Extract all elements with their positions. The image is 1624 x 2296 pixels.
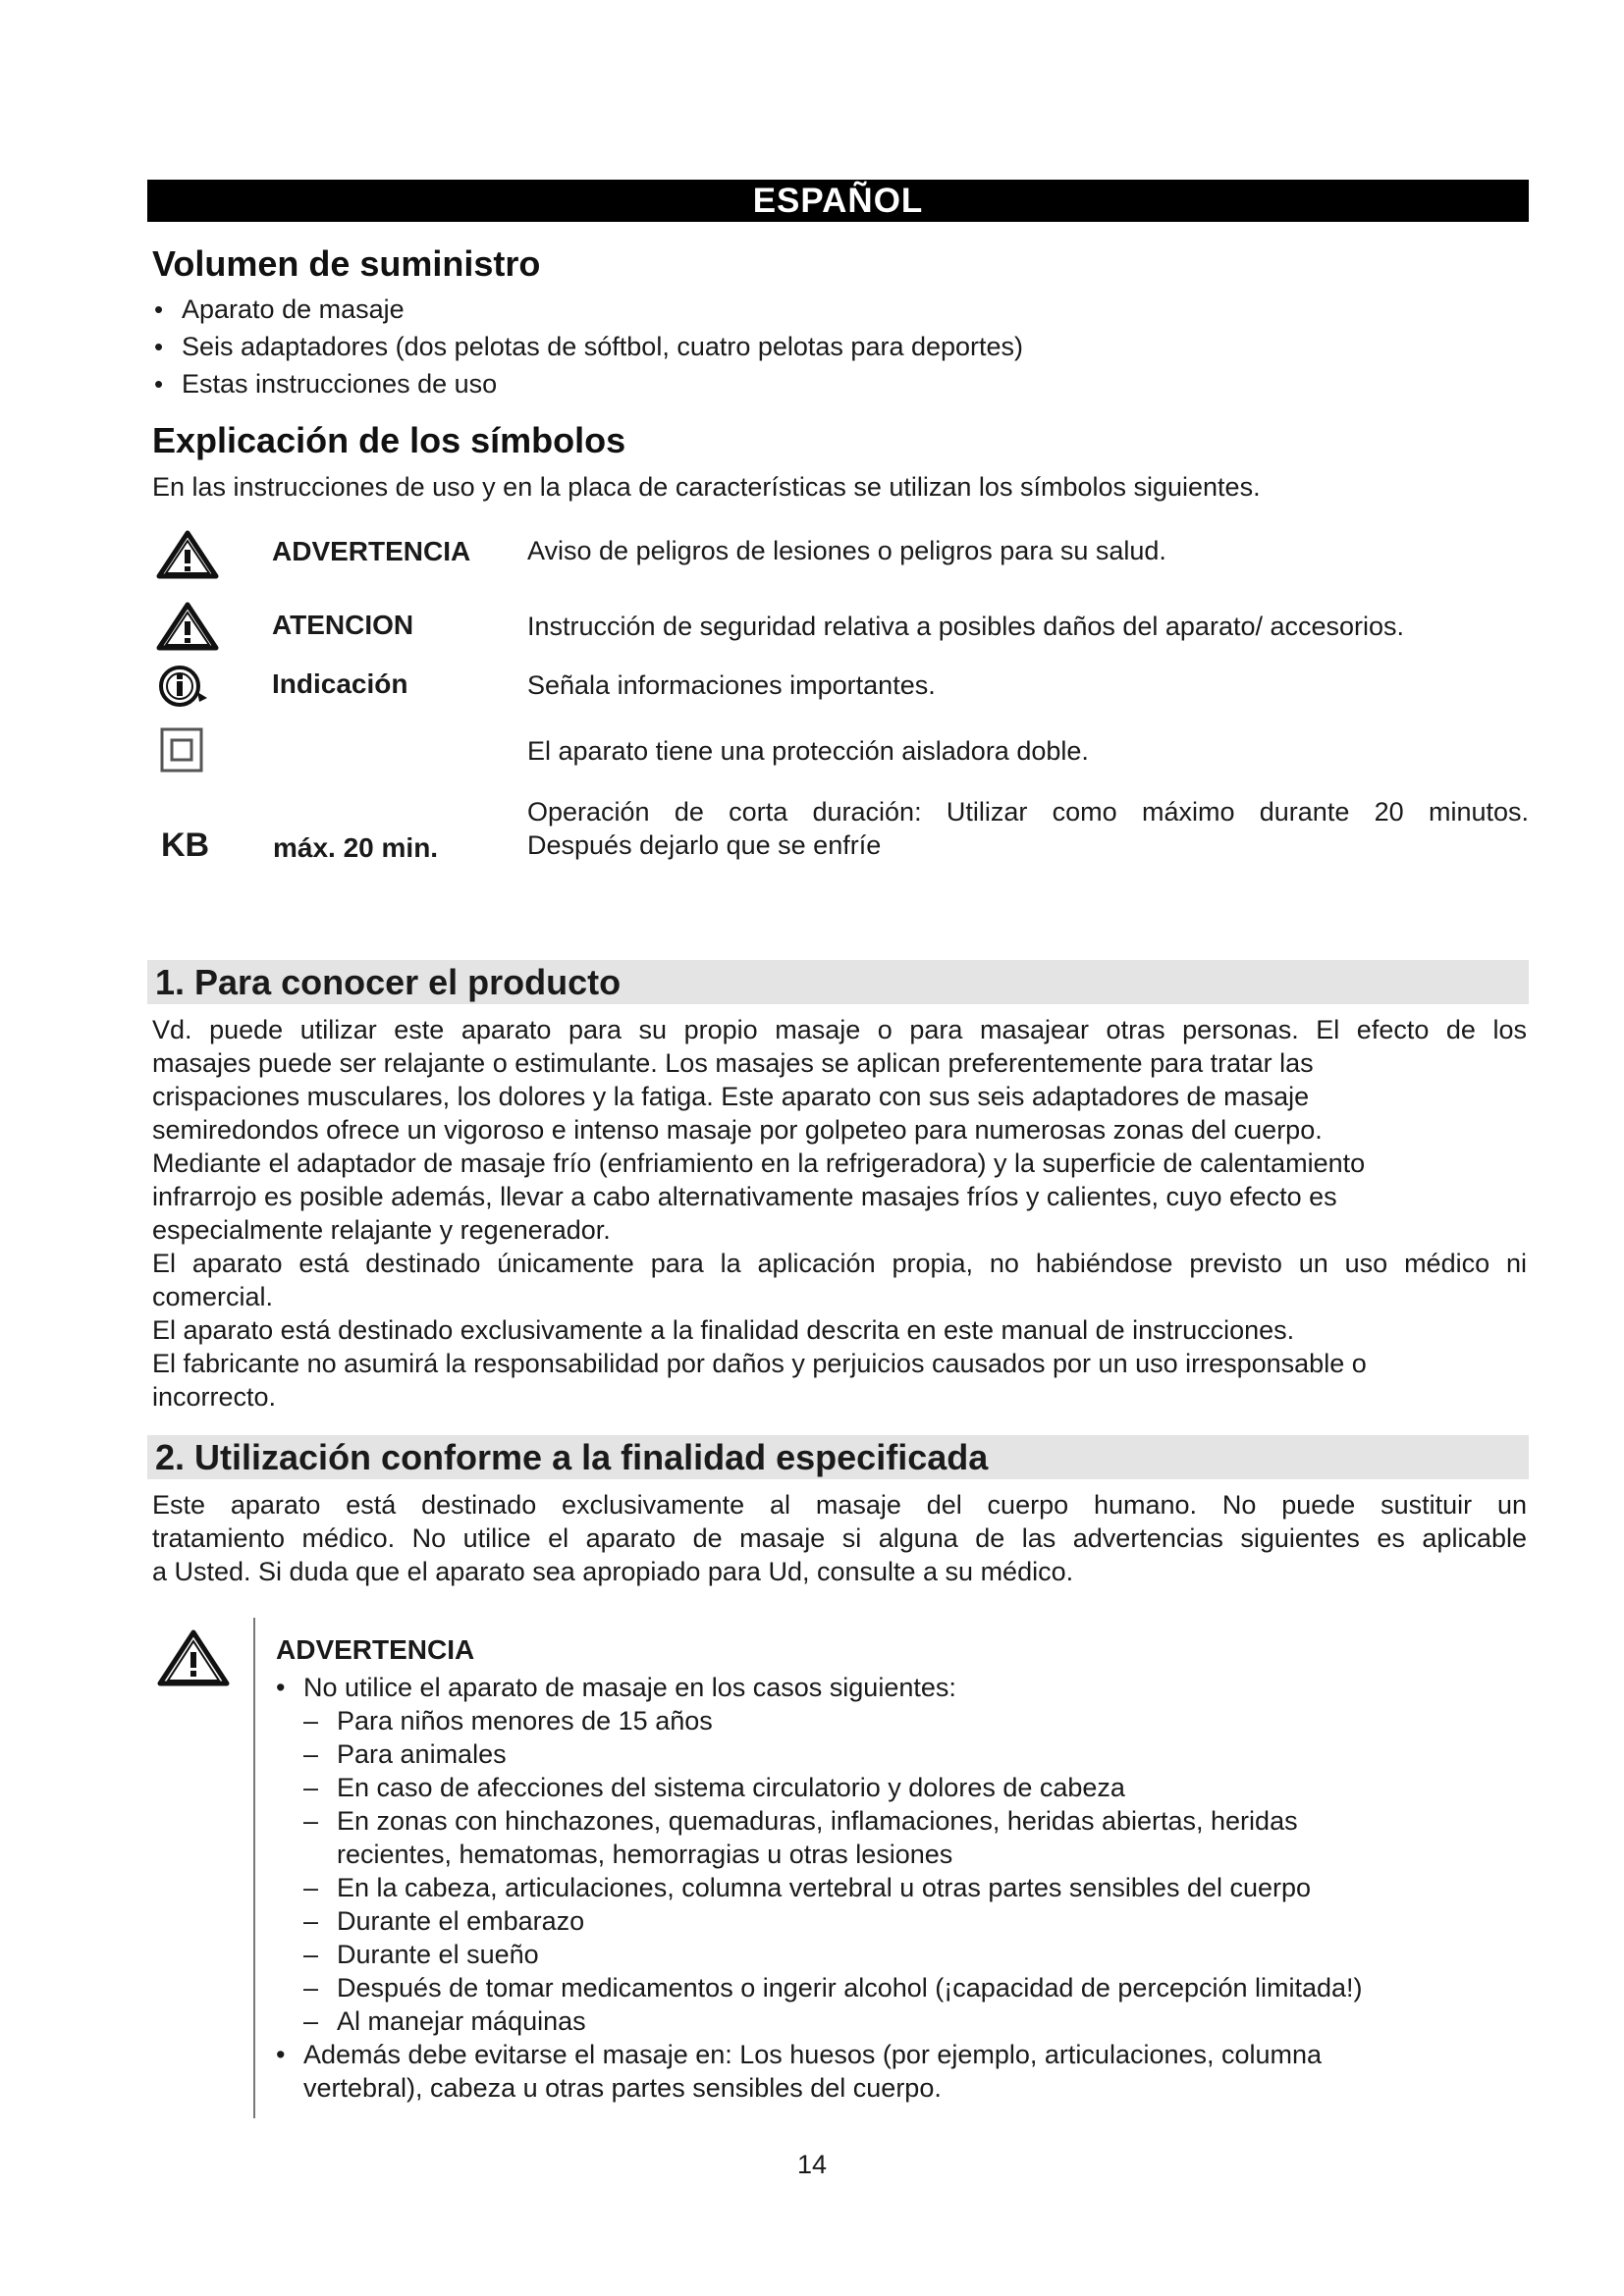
- kb-label: KB: [161, 827, 210, 864]
- list-item: – En la cabeza, articulaciones, columna vertebral u otras partes sensibles del cuerpo: [276, 1871, 1363, 1904]
- kb-desc-line: Después dejarlo que se enfríe: [527, 830, 882, 860]
- symbol-desc: Instrucción de seguridad relativa a posibles daños del aparato/ accesorios.: [527, 612, 1405, 641]
- info-circle-icon: [156, 663, 219, 712]
- text-line: especialmente relajante y regenerador.: [152, 1215, 611, 1245]
- symbol-row-warning: [152, 530, 1527, 579]
- text-line: Vd. puede utilizar este aparato para su propio masaje o para masajear otras personas. El efecto de los: [152, 1015, 1527, 1044]
- section-2-title: 2. Utilización conforme a la finalidad especificada: [155, 1437, 989, 1477]
- list-item: – Al manejar máquinas: [276, 2004, 1363, 2038]
- section-1-title: 1. Para conocer el producto: [155, 962, 622, 1002]
- list-item: • Además debe evitarse el masaje en: Los huesos (por ejemplo, articulaciones, columna: [276, 2038, 1363, 2071]
- text-line: El fabricante no asumirá la responsabilidad por daños y perjuicios causados por un uso irresponsable o: [152, 1349, 1367, 1378]
- list-item-continuation: recientes, hematomas, hemorragias u otras lesiones: [337, 1840, 953, 1869]
- symbol-row-attention: [152, 602, 1527, 651]
- text-line: crispaciones musculares, los dolores y la fatiga. Este aparato con sus seis adaptadores de masaje: [152, 1082, 1310, 1111]
- warning-list: [276, 1671, 1363, 2105]
- text-line: Mediante el adaptador de masaje frío (enfriamiento en la refrigeradora) y la superficie de calentamiento: [152, 1148, 1366, 1178]
- section-1-header: [147, 960, 1529, 1004]
- symbol-row-double-insulation: [152, 726, 1527, 775]
- symbol-term: Indicación: [272, 668, 408, 699]
- text-line: El aparato está destinado únicamente para la aplicación propia, no habiéndose previsto un uso médico ni: [152, 1249, 1527, 1278]
- text-line: comercial.: [152, 1282, 274, 1311]
- symbol-desc: El aparato tiene una protección aisladora doble.: [527, 736, 1089, 766]
- list-item: – Durante el embarazo: [276, 1904, 1363, 1938]
- list-item-continuation: vertebral), cabeza u otras partes sensibles del cuerpo.: [303, 2073, 942, 2103]
- warning-triangle-icon: [157, 1629, 230, 1686]
- warning-triangle-icon: [156, 530, 219, 579]
- symbol-term: ADVERTENCIA: [272, 536, 471, 566]
- symbol-desc: Aviso de peligros de lesiones o peligros para su salud.: [527, 536, 1166, 565]
- text-line: Este aparato está destinado exclusivamente al masaje del cuerpo humano. No puede sustituir un: [152, 1490, 1527, 1520]
- text-line: tratamiento médico. No utilice el aparato de masaje si alguna de las advertencias siguientes es aplicable: [152, 1523, 1527, 1553]
- text-line: semiredondos ofrece un vigoroso e intenso masaje por golpeteo para numerosas zonas del cuerpo.: [152, 1115, 1323, 1145]
- list-item: – Después de tomar medicamentos o ingerir alcohol (¡capacidad de percepción limitada!): [276, 1971, 1363, 2004]
- section-2-header: [147, 1435, 1529, 1479]
- text-line: masajes puede ser relajante o estimulante. Los masajes se aplican preferentemente para tratar las: [152, 1048, 1314, 1078]
- text-line: infrarrojo es posible además, llevar a cabo alternativamente masajes fríos y calientes, cuyo efecto es: [152, 1182, 1337, 1211]
- section-1-body: [152, 1013, 1527, 1414]
- symbols-intro: En las instrucciones de uso y en la placa de características se utilizan los símbolos siguientes.: [152, 472, 1261, 502]
- warning-title: ADVERTENCIA: [276, 1634, 475, 1665]
- symbol-term: ATENCION: [272, 610, 414, 640]
- text-line: El aparato está destinado exclusivamente a la finalidad descrita en este manual de instrucciones.: [152, 1315, 1295, 1345]
- list-item: – Durante el sueño: [276, 1938, 1363, 1971]
- symbols-heading: Explicación de los símbolos: [152, 420, 626, 460]
- supply-heading: Volumen de suministro: [152, 243, 541, 284]
- list-item: • No utilice el aparato de masaje en los casos siguientes:: [276, 1671, 1363, 1704]
- language-header: ESPAÑOL: [147, 180, 1529, 222]
- symbol-desc: Señala informaciones importantes.: [527, 670, 936, 700]
- page-number: 14: [796, 2150, 828, 2179]
- list-item: • Aparato de masaje: [154, 291, 1023, 328]
- text-line: incorrecto.: [152, 1382, 277, 1412]
- list-item: • Seis adaptadores (dos pelotas de sóftbol, cuatro pelotas para deportes): [154, 328, 1023, 365]
- kb-term: máx. 20 min.: [273, 832, 439, 863]
- list-item: – Para animales: [276, 1737, 1363, 1771]
- double-insulation-icon: [156, 726, 219, 775]
- kb-desc-line: Operación de corta duración: Utilizar como máximo durante 20 minutos.: [527, 797, 1529, 827]
- section-2-body: [152, 1488, 1527, 1588]
- symbol-row-info: [152, 663, 1527, 712]
- list-item: – Para niños menores de 15 años: [276, 1704, 1363, 1737]
- warning-triangle-icon: [156, 602, 219, 651]
- supply-list: [154, 291, 1023, 402]
- list-item: – En zonas con hinchazones, quemaduras, inflamaciones, heridas abiertas, heridas: [276, 1804, 1363, 1838]
- list-item: – En caso de afecciones del sistema circulatorio y dolores de cabeza: [276, 1771, 1363, 1804]
- text-line: a Usted. Si duda que el aparato sea apropiado para Ud, consulte a su médico.: [152, 1557, 1074, 1586]
- warning-divider: [253, 1618, 255, 2118]
- list-item: • Estas instrucciones de uso: [154, 365, 1023, 402]
- kb-desc: [527, 795, 1529, 862]
